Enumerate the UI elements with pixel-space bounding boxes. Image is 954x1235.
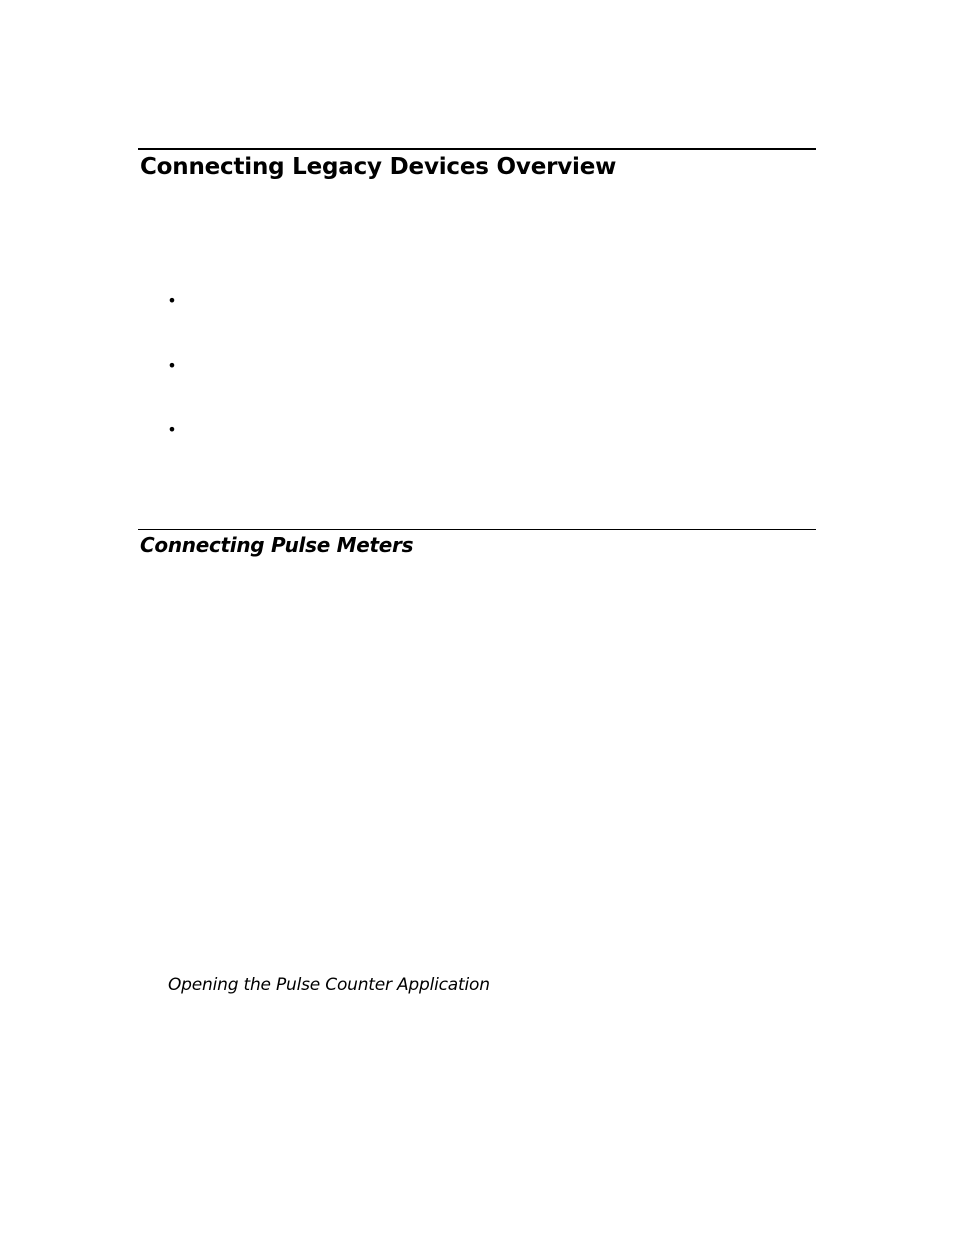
bullet-marker: • xyxy=(167,356,177,375)
figure-caption: Opening the Pulse Counter Application xyxy=(168,975,490,995)
bullet-marker: • xyxy=(167,291,177,310)
section-rule xyxy=(138,529,816,530)
section-heading: Connecting Pulse Meters xyxy=(140,533,414,557)
page-title: Connecting Legacy Devices Overview xyxy=(140,154,617,180)
bullet-marker: • xyxy=(167,420,177,439)
heading-rule-top xyxy=(138,148,816,150)
